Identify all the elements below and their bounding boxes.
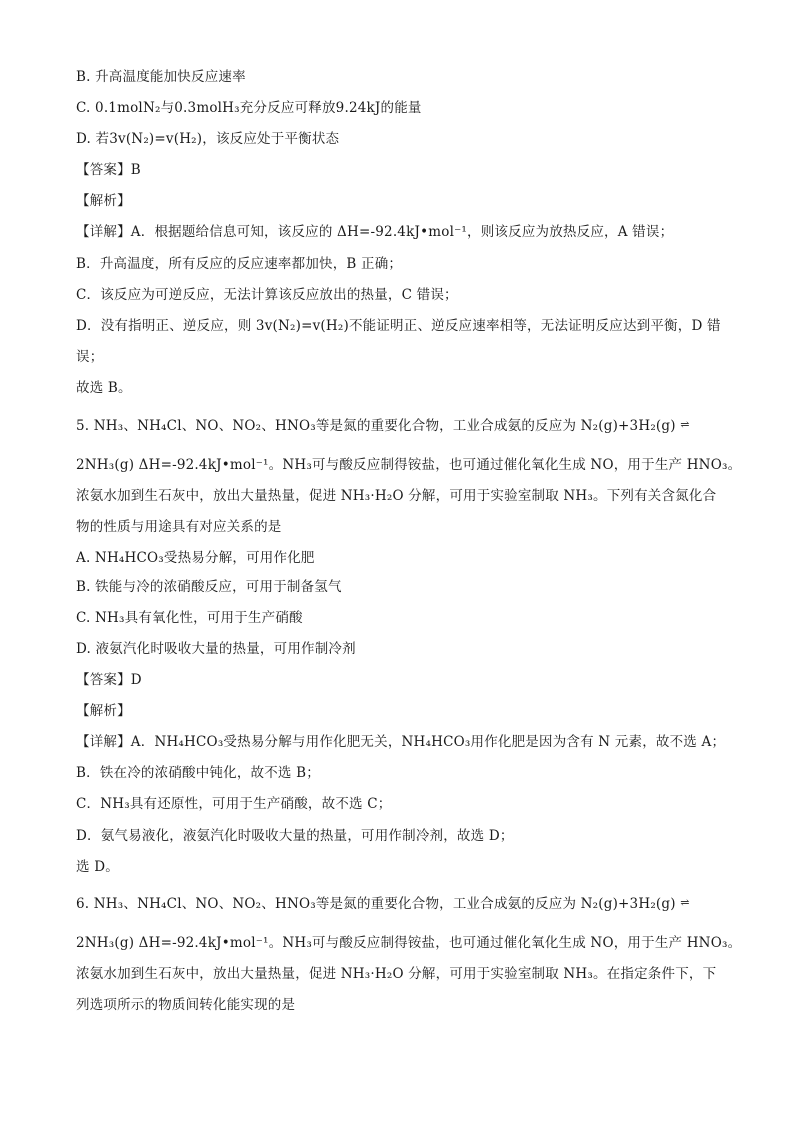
q4-detail-a: 【详解】A．根据题给信息可知，该反应的 ΔH=-92.4kJ•mol⁻¹，则该反应为放热反应，A 错误；	[76, 224, 674, 240]
q5-stem-line4: 物的性质与用途具有对应关系的是	[76, 519, 282, 535]
q5-conclusion: 选 D。	[76, 859, 119, 875]
q5-option-c: C. NH₃具有氧化性，可用于生产硝酸	[76, 610, 303, 626]
q6-stem-text: 6. NH₃、NH₄Cl、NO、NO₂、HNO₃等是氮的重要化合物，工业合成氨的反应为 N₂(g)+3H₂(g)	[76, 896, 676, 912]
q5-stem-text: 5. NH₃、NH₄Cl、NO、NO₂、HNO₃等是氮的重要化合物，工业合成氨的反应为 N₂(g)+3H₂(g)	[76, 418, 676, 434]
q5-option-a: A. NH₄HCO₃受热易分解，可用作化肥	[76, 550, 315, 566]
q5-detail-c: C．NH₃具有还原性，可用于生产硝酸，故不选 C；	[76, 796, 392, 812]
q4-option-b: B. 升高温度能加快反应速率	[76, 69, 246, 85]
q5-detail-d: D．氨气易液化，液氨汽化时吸收大量的热量，可用作制冷剂，故选 D；	[76, 828, 514, 844]
q4-conclusion: 故选 B。	[76, 380, 132, 396]
q5-detail-a: 【详解】A．NH₄HCO₃受热易分解与用作化肥无关，NH₄HCO₃用作化肥是因为含有 N 元素，故不选 A；	[76, 734, 726, 750]
q6-stem-line1	[76, 895, 690, 914]
q5-detail-b: B．铁在冷的浓硝酸中钝化，故不选 B；	[76, 765, 320, 781]
q6-stem-line3: 浓氨水加到生石灰中，放出大量热量，促进 NH₃·H₂O 分解，可用于实验室制取 NH₃。在指定条件下，下	[76, 966, 717, 982]
q4-detail-d-line2: 误；	[76, 349, 104, 365]
q5-option-d: D. 液氨汽化时吸收大量的热量，可用作制冷剂	[76, 641, 356, 657]
q5-stem-line2: 2NH₃(g) ΔH=-92.4kJ•mol⁻¹。NH₃可与酸反应制得铵盐，也可通过催化氧化生成 NO，用于生产 HNO₃。	[76, 457, 742, 473]
q6-stem-line4: 列选项所示的物质间转化能实现的是	[76, 997, 296, 1013]
q5-answer: 【答案】D	[76, 672, 142, 688]
equilibrium-arrow-icon: ⇌	[680, 418, 690, 431]
q5-stem-line3: 浓氨水加到生石灰中，放出大量热量，促进 NH₃·H₂O 分解，可用于实验室制取 NH₃。下列有关含氮化合	[76, 488, 717, 504]
q4-option-c: C. 0.1molN₂与0.3molH₃充分反应可释放9.24kJ的能量	[76, 100, 422, 116]
q5-option-b: B. 铁能与冷的浓硝酸反应，可用于制备氢气	[76, 579, 342, 595]
q4-analysis-heading: 【解析】	[76, 193, 131, 209]
q4-detail-b: B．升高温度，所有反应的反应速率都加快，B 正确；	[76, 256, 403, 272]
q4-option-d: D. 若3v(N₂)=v(H₂)，该反应处于平衡状态	[76, 131, 340, 147]
q4-detail-d-line1: D．没有指明正、逆反应，则 3v(N₂)=v(H₂)不能证明正、逆反应速率相等，无法证明反应达到平衡，D 错	[76, 318, 721, 334]
q4-detail-c: C．该反应为可逆反应，无法计算该反应放出的热量，C 错误；	[76, 287, 458, 303]
q6-stem-line2: 2NH₃(g) ΔH=-92.4kJ•mol⁻¹。NH₃可与酸反应制得铵盐，也可通过催化氧化生成 NO，用于生产 HNO₃。	[76, 935, 742, 951]
equilibrium-arrow-icon: ⇌	[680, 896, 690, 909]
q5-analysis-heading: 【解析】	[76, 703, 131, 719]
q4-answer: 【答案】B	[76, 162, 141, 178]
q5-stem-line1	[76, 417, 690, 436]
